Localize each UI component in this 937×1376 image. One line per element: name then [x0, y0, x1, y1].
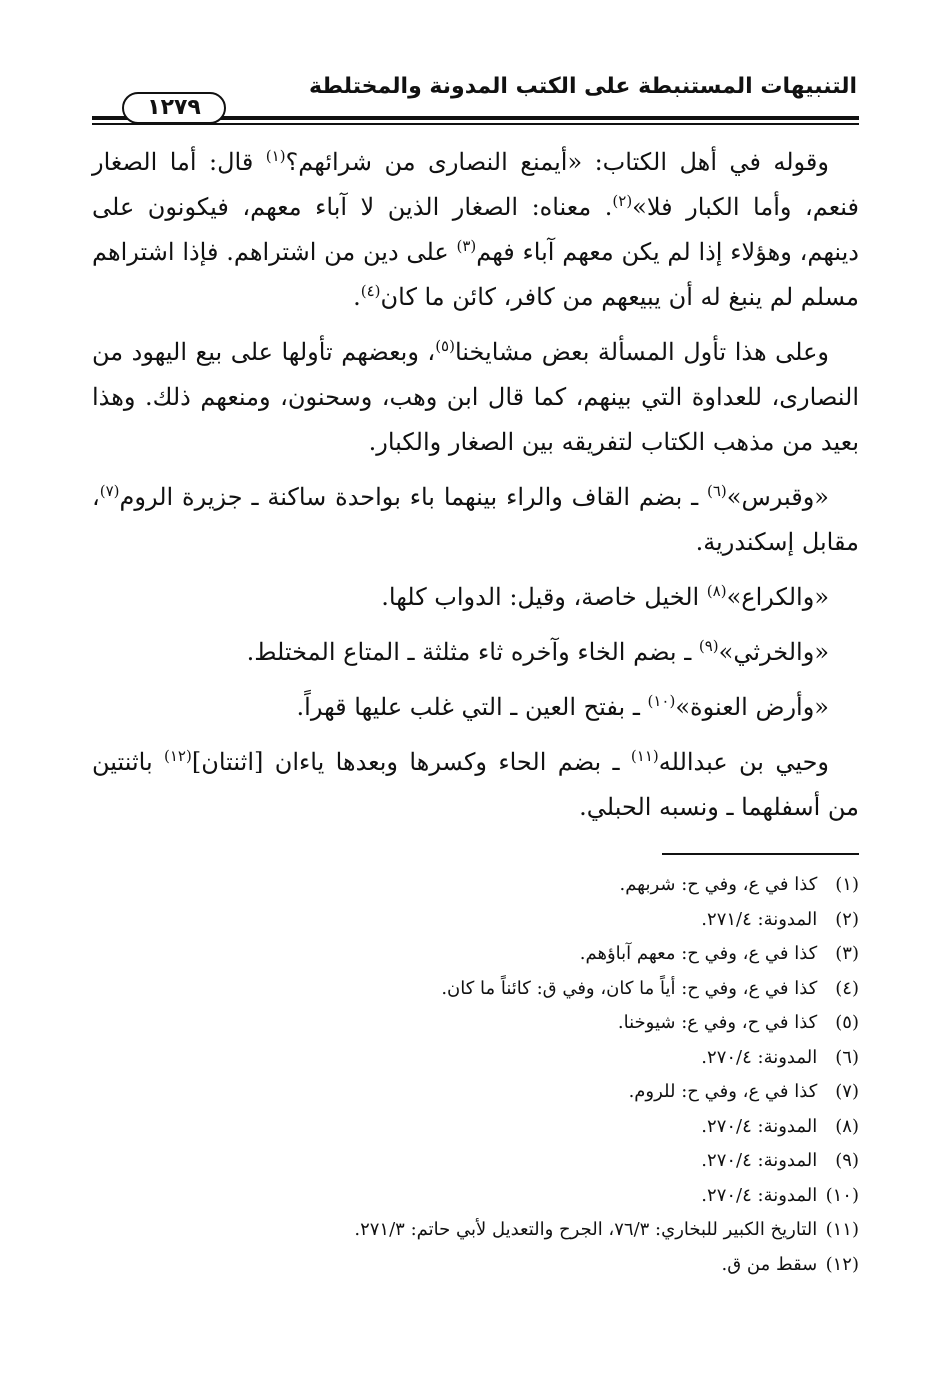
footnotes — [92, 868, 859, 1282]
footnote — [92, 1075, 859, 1110]
paragraph-text: «والخرثي» — [718, 638, 829, 666]
footnote — [92, 1006, 859, 1041]
paragraph — [92, 140, 859, 320]
footnote-text: التاريخ الكبير للبخاري: ٧٦/٣، الجرح والتعديل لأبي حاتم: ٢٧١/٣. — [354, 1219, 818, 1240]
page-number: ١٢٧٩ — [122, 92, 226, 124]
main-text — [92, 140, 859, 840]
footnote-marker: (١١) — [630, 747, 659, 765]
footnote-text: كذا في ع، وفي ح: للروم. — [628, 1081, 818, 1102]
footnote-number: (١٢) — [825, 1253, 859, 1275]
paragraph — [92, 740, 859, 830]
paragraph-text: ، مقابل إسكندرية. — [92, 483, 859, 556]
footnote-marker: (٥) — [435, 337, 455, 355]
footnote-separator — [662, 853, 859, 855]
paragraph — [92, 475, 859, 565]
paragraph-text: «والكراع» — [726, 583, 829, 611]
paragraph — [92, 330, 859, 465]
footnote-marker: (٤) — [360, 282, 381, 300]
footnote — [92, 1213, 859, 1248]
footnote-text: كذا في ع، وفي ح: أياً ما كان، وفي ق: كائناً ما كان. — [441, 977, 818, 999]
paragraph-text: باثنتين من أسفلهما ـ ونسبه الحبلي. — [92, 748, 859, 821]
footnote — [92, 1041, 859, 1076]
footnote — [92, 1179, 859, 1214]
footnote-number: (٢) — [835, 908, 859, 930]
paragraph — [92, 685, 859, 730]
paragraph-text: . معناه: الصغار الذين لا آباء معهم، فيكونون على دينهم، وهؤلاء إذا لم يكن معهم آباء فهم — [92, 193, 859, 266]
footnote-number: (٣) — [835, 943, 859, 964]
paragraph-text: وقوله في أهل الكتاب: «أيمنع النصارى من شرائهم؟ — [285, 148, 829, 176]
footnote-number: (٥) — [835, 1012, 859, 1033]
paragraph — [92, 630, 859, 675]
paragraph-text: على دين من اشتراهم. فإذا اشتراهم مسلم لم ينبغ له أن يبيعهم من كافر، كائن ما كان — [92, 238, 859, 311]
footnote-marker: (١٠) — [647, 692, 676, 710]
paragraph-text: قال: أما الصغار فنعم، وأما الكبار فلا» — [92, 148, 860, 221]
paragraph-text: وحيي بن عبدالله — [658, 748, 829, 776]
paragraph — [92, 575, 859, 620]
footnote-marker: (١) — [265, 147, 286, 165]
paragraph-text: ـ بضم القاف والراء بينهما باء بواحدة ساكنة ـ جزيرة الروم — [119, 483, 707, 511]
paragraph-text: «وأرض العنوة» — [675, 693, 829, 721]
footnote-number: (٨) — [835, 1115, 859, 1137]
footnote-marker: (١٢) — [164, 747, 192, 765]
footnote-text: سقط من ق. — [721, 1253, 818, 1275]
footnote-number: (٩) — [835, 1150, 859, 1171]
paragraph-text: ـ بضم الخاء وآخره ثاء مثلثة ـ المتاع المختلط. — [246, 638, 699, 666]
footnote-marker: (٢) — [612, 192, 633, 210]
footnote-marker: (٦) — [707, 482, 727, 500]
footnote-text: المدونة: ٢٧٠/٤. — [701, 1184, 818, 1206]
paragraph-text: الخيل خاصة، وقيل: الدواب كلها. — [381, 583, 707, 611]
footnote-text: المدونة: ٢٧٠/٤. — [701, 1150, 818, 1171]
footnote — [92, 868, 859, 903]
footnote — [92, 903, 859, 938]
footnote — [92, 1110, 859, 1145]
footnote-number: (١٠) — [825, 1184, 859, 1206]
footnote — [92, 972, 859, 1007]
footnote — [92, 1248, 859, 1283]
paragraph-text: ، وبعضهم تأولها على بيع اليهود من النصارى، للعداوة التي بينهم، كما قال ابن وهب، وسحنون، ومنعهم ذلك. وهذا بعيد من مذهب الكتاب لتفريقه بين الصغار والكبار. — [92, 338, 859, 456]
footnote-number: (٦) — [835, 1046, 859, 1068]
paragraph-text: ـ بفتح العين ـ التي غلب عليها قهراً. — [296, 693, 648, 721]
footnote — [92, 937, 859, 972]
footnote-marker: (٩) — [698, 637, 719, 655]
footnote-text: كذا في ح، وفي ع: شيوخنا. — [617, 1012, 818, 1033]
running-title: التنبيهات المستنبطة على الكتب المدونة والمختلطة — [308, 74, 857, 99]
footnote-number: (٧) — [835, 1081, 859, 1102]
footnote-text: المدونة: ٢٧١/٤. — [701, 908, 818, 930]
footnote-marker: (٧) — [99, 482, 120, 500]
paragraph-text: ـ بضم الحاء وكسرها وبعدها ياءان [اثنتان] — [191, 748, 631, 776]
footnote-number: (١١) — [825, 1219, 859, 1240]
paragraph-text: . — [353, 283, 361, 311]
footnote-number: (٤) — [835, 977, 859, 999]
paragraph-text: وعلى هذا تأول المسألة بعض مشايخنا — [454, 338, 829, 366]
paragraph-text: «وقبرس» — [726, 483, 829, 511]
footnote-text: كذا في ع، وفي ح: معهم آباؤهم. — [579, 943, 818, 964]
footnote-text: كذا في ع، وفي ح: شربهم. — [619, 874, 818, 895]
footnote-marker: (٣) — [456, 237, 477, 255]
footnote-text: المدونة: ٢٧٠/٤. — [701, 1115, 818, 1137]
footnote-marker: (٨) — [706, 582, 727, 600]
footnote — [92, 1144, 859, 1179]
footnote-number: (١) — [835, 874, 859, 895]
footnote-text: المدونة: ٢٧٠/٤. — [701, 1046, 818, 1068]
